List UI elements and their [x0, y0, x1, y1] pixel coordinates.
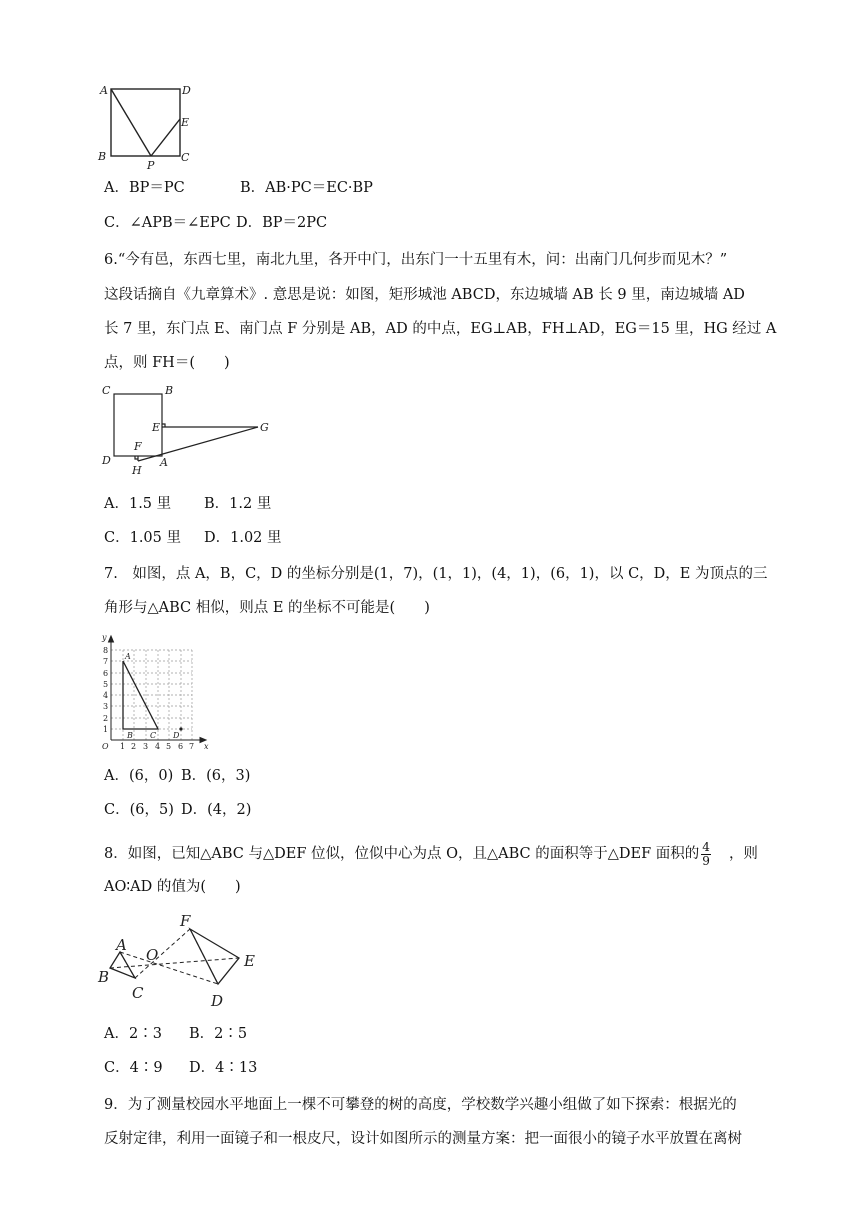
q5-option-b: B．AB·PC＝EC·BP	[240, 180, 373, 196]
q7-y-tick: 8	[103, 646, 109, 655]
q6-label-b: B	[165, 384, 174, 397]
q8-text-post: ，则	[728, 846, 758, 862]
q5-segment-ap	[111, 89, 151, 156]
q8-text-pre: 8．如图，已知△ABC 与△DEF 位似，位似中心为点 O，且△ABC 的面积等于△DEF 面积的	[104, 846, 700, 862]
q7-x-tick: 5	[166, 742, 172, 751]
q5-option-d: D．BP＝2PC	[236, 215, 328, 231]
q7-text-line-1: 7. 如图，点 A，B，C，D 的坐标分别是(1，7)，(1，1)，(4，1)，(6，1)，以 C，D，E 为顶点的三	[104, 566, 768, 582]
q7-x-tick: 4	[155, 742, 161, 751]
q7-label-c: C	[150, 731, 157, 740]
q8-label-e: E	[244, 952, 255, 970]
q5-label-p: P	[147, 159, 155, 170]
q6-label-d: D	[102, 454, 111, 467]
q5-option-c: C．∠APB＝∠EPC	[104, 215, 231, 231]
q6-figure	[94, 380, 284, 480]
q6-label-a: A	[160, 456, 168, 469]
q8-label-c: C	[132, 984, 144, 1002]
q7-y-tick: 3	[103, 702, 109, 711]
q7-text-line-2: 角形与△ABC 相似，则点 E 的坐标不可能是( )	[104, 600, 430, 616]
q8-fraction	[701, 841, 711, 868]
q7-x-tick: 2	[131, 742, 137, 751]
q5-label-c: C	[181, 151, 190, 164]
q6-option-b: B．1.2 里	[204, 496, 272, 512]
q7-y-tick: 6	[103, 669, 109, 678]
q6-label-e: E	[152, 421, 161, 434]
q7-origin-label: O	[102, 742, 109, 751]
q5-label-e: E	[181, 116, 190, 129]
q7-coordinate-figure	[96, 628, 222, 754]
q9-text-line-1: 9．为了测量校园水平地面上一棵不可攀登的树的高度，学校数学兴趣小组做了如下探索：根据光的	[104, 1097, 737, 1113]
q8-label-o: O	[146, 946, 159, 964]
q5-segment-pe	[151, 119, 180, 156]
q5-label-a: A	[100, 84, 108, 97]
q5-option-a: A．BP＝PC	[104, 180, 185, 196]
q7-option-d: D．(4，2)	[181, 802, 252, 818]
q7-label-d: D	[173, 731, 180, 740]
q6-text-line-4: 点，则 FH＝( )	[104, 355, 230, 371]
q7-option-b: B．(6，3)	[181, 768, 251, 784]
q7-label-a: A	[125, 652, 131, 661]
q6-option-c: C．1.05 里	[104, 530, 181, 546]
q8-text-line-1	[104, 836, 758, 872]
q6-text-line-1: 6.“今有邑，东西七里，南北九里，各开中门，出东门一十五里有木，问：出南门几何步而见木？”	[104, 252, 728, 268]
q7-y-tick: 1	[103, 725, 109, 734]
q6-label-c: C	[102, 384, 111, 397]
q7-option-c: C．(6，5)	[104, 802, 174, 818]
q7-x-tick: 1	[120, 742, 126, 751]
q7-option-a: A．(6，0)	[104, 768, 174, 784]
q6-text-line-3: 长 7 里，东门点 E、南门点 F 分别是 AB，AD 的中点，EG⊥AB，FH⊥AD，EG＝15 里，HG 经过 A	[104, 321, 777, 337]
q8-fraction-numerator: 4	[702, 839, 710, 854]
q8-option-a: A．2∶3	[104, 1026, 162, 1042]
q7-y-tick: 7	[103, 657, 109, 666]
q7-x-tick: 6	[178, 742, 184, 751]
q8-fraction-denominator: 9	[702, 853, 710, 868]
q6-label-g: G	[260, 421, 269, 434]
q7-y-tick: 2	[103, 714, 109, 723]
q8-text-line-2: AO∶AD 的值为( )	[104, 879, 241, 895]
q8-figure	[94, 906, 266, 1010]
q7-label-b: B	[127, 731, 133, 740]
q8-triangle-def	[190, 929, 239, 984]
q7-y-axis-label: y	[102, 633, 107, 642]
q9-text-line-2: 反射定律，利用一面镜子和一根皮尺，设计如图所示的测量方案：把一面很小的镜子水平放置在离树	[104, 1131, 742, 1147]
q8-option-b: B．2∶5	[189, 1026, 248, 1042]
q5-figure	[90, 78, 200, 170]
q8-triangle-abc	[110, 952, 135, 978]
q8-option-c: C．4∶9	[104, 1060, 163, 1076]
q7-x-tick: 7	[189, 742, 195, 751]
q8-label-b: B	[98, 968, 110, 986]
q5-label-b: B	[98, 150, 107, 163]
q7-point-d	[179, 727, 182, 730]
q7-y-tick: 5	[103, 680, 109, 689]
q8-label-a: A	[116, 936, 127, 954]
q8-label-f: F	[180, 912, 191, 930]
q6-option-a: A．1.5 里	[104, 496, 172, 512]
q6-label-f: F	[134, 440, 142, 453]
q6-label-h: H	[132, 464, 142, 477]
q7-x-axis-label: x	[204, 742, 209, 751]
q6-option-d: D．1.02 里	[204, 530, 282, 546]
q6-text-line-2: 这段话摘自《九章算术》. 意思是说：如图，矩形城池 ABCD，东边城墙 AB 长 9 里，南边城墙 AD	[104, 287, 745, 303]
q8-label-d: D	[211, 992, 224, 1010]
q5-label-d: D	[182, 84, 191, 97]
q7-x-tick: 3	[143, 742, 149, 751]
q8-option-d: D．4∶13	[189, 1060, 258, 1076]
q7-y-axis-arrow	[109, 636, 114, 642]
q7-y-tick: 4	[103, 691, 109, 700]
